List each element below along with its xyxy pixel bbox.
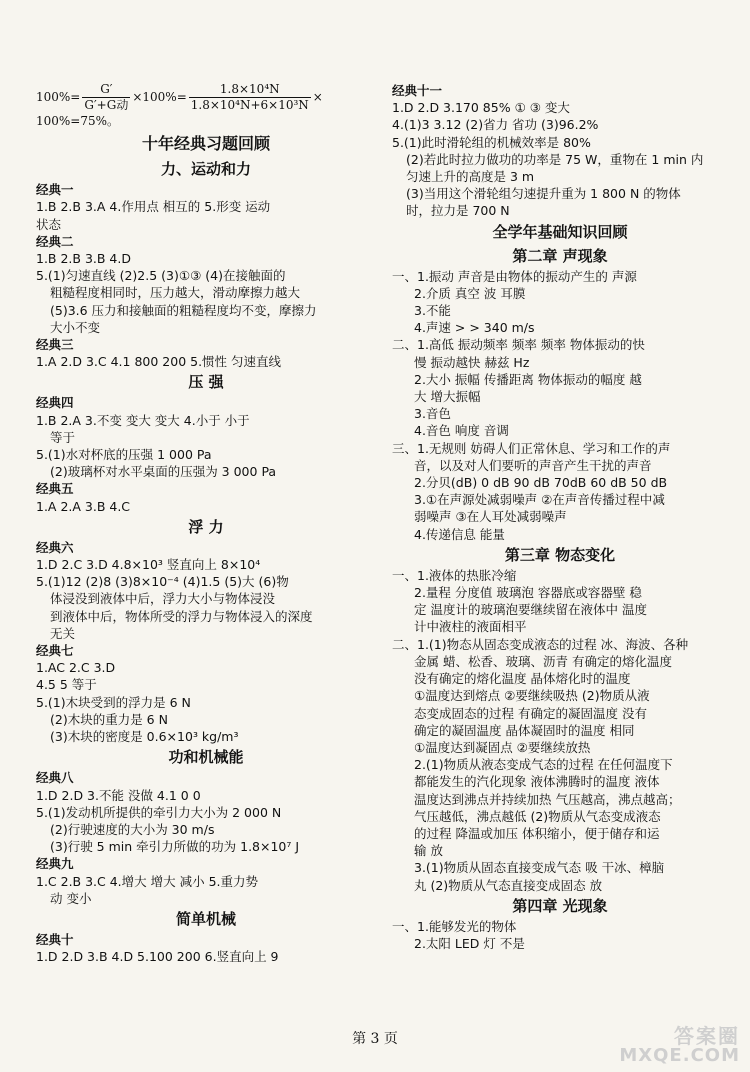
answer-line: 弱噪声 ③在人耳处减弱噪声 — [414, 509, 567, 525]
answer-line: 3.①在声源处减弱噪声 ②在声音传播过程中减 — [414, 492, 665, 508]
answer-line: 5.(1)水对杯底的压强 1 000 Pa — [36, 447, 212, 463]
right-column — [392, 82, 728, 952]
exercise-heading: 经典七 — [36, 643, 74, 659]
answer-line: 定 温度计的玻璃泡要继续留在液体中 温度 — [414, 602, 647, 618]
exercise-heading: 经典一 — [36, 182, 74, 198]
exercise-heading: 经典十 — [36, 931, 74, 947]
answer-line: 5.(1)木块受到的浮力是 6 N — [36, 694, 191, 710]
answer-line: (2)木块的重力是 6 N — [50, 711, 168, 727]
fraction-denominator: 1.8×10⁴N+6×10³N — [190, 98, 309, 112]
answer-line: 二、1.高低 振动频率 频率 频率 物体振动的快 — [392, 337, 645, 353]
answer-line: 5.(1)匀速直线 (2)2.5 (3)①③ (4)在接触面的 — [36, 268, 286, 284]
answer-line: (3)行驶 5 min 牵引力所做的功为 1.8×10⁷ J — [50, 839, 300, 855]
answer-line: 没有确定的熔化温度 晶体熔化时的温度 — [414, 671, 631, 687]
answer-line: (2)若此时拉力做功的功率是 75 W，重物在 1 min 内 — [406, 151, 704, 167]
answer-line: 一、1.能够发光的物体 — [392, 918, 517, 934]
watermark-logo — [619, 1026, 740, 1066]
answer-line: 4.传递信息 能量 — [414, 526, 505, 542]
answer-line: (2)行驶速度的大小为 30 m/s — [50, 821, 215, 837]
answer-line: (3)当用这个滑轮组匀速提升重为 1 800 N 的物体 — [406, 186, 681, 202]
answer-line: 无关 — [50, 625, 76, 641]
section-heading: 十年经典习题回顾 — [141, 134, 270, 154]
answer-line: 一、1.液体的热胀冷缩 — [392, 567, 517, 583]
answer-line: 3.音色 — [414, 406, 451, 422]
answer-line: 计中液柱的液面相平 — [414, 619, 527, 635]
section-heading: 第三章 物态变化 — [504, 545, 616, 564]
answer-line: 4.声速 > > 340 m/s — [414, 320, 535, 336]
answer-line: 3.不能 — [414, 303, 451, 319]
answer-line: 确定的凝固温度 晶体凝固时的温度 相同 — [414, 722, 635, 738]
formula-text: ×100%= — [132, 90, 187, 104]
answer-line: 输 放 — [414, 843, 443, 859]
answer-line: 2.太阳 LED 灯 不是 — [414, 935, 525, 951]
exercise-heading: 经典三 — [36, 337, 74, 353]
formula-line — [36, 82, 376, 113]
answer-line: 5.(1)此时滑轮组的机械效率是 80% — [392, 134, 591, 150]
exercise-heading: 经典八 — [36, 770, 74, 786]
section-heading: 第二章 声现象 — [512, 246, 608, 265]
answer-line: (3)木块的密度是 0.6×10³ kg/m³ — [50, 729, 239, 745]
answer-line: 1.D 2.D 3.170 85% ① ③ 变大 — [392, 100, 570, 116]
answer-line: 1.C 2.B 3.C 4.增大 增大 减小 5.重力势 — [36, 873, 259, 889]
answer-line: 1.B 2.B 3.A 4.作用点 相互的 5.形变 运动 — [36, 199, 271, 215]
answer-line: ①温度达到熔点 ②要继续吸热 (2)物质从液 — [414, 688, 650, 704]
section-heading: 功和机械能 — [168, 748, 244, 767]
answer-line: 1.D 2.D 3.不能 没做 4.1 0 0 — [36, 787, 201, 803]
section-heading: 简单机械 — [175, 909, 236, 928]
answer-line: 到液体中后，物体所受的浮力与物体浸入的深度 — [50, 608, 313, 624]
answer-line: 体浸没到液体中后，浮力大小与物体浸没 — [50, 591, 276, 607]
answer-line: 温度达到沸点并持续加热 气压越高，沸点越高； — [414, 791, 681, 807]
answer-line: 大 增大振幅 — [414, 389, 481, 405]
section-heading: 全学年基础知识回顾 — [492, 222, 628, 241]
section-heading: 力、运动和力 — [160, 160, 251, 179]
formula-continuation: 100%=75%。 — [36, 114, 120, 128]
answer-line: 气压越低，沸点越低 (2)物质从气态变成液态 — [414, 808, 661, 824]
answer-line: 1.D 2.D 3.B 4.D 5.100 200 6.竖直向上 9 — [36, 949, 279, 965]
answer-line: 3.(1)物质从固态直接变成气态 吸 干冰、樟脑 — [414, 860, 665, 876]
answer-line: 大小不变 — [50, 319, 101, 335]
answer-line: 2.分贝(dB) 0 dB 90 dB 70dB 60 dB 50 dB — [414, 475, 668, 491]
answer-line: 丸 (2)物质从气态直接变成固态 放 — [414, 877, 603, 893]
answer-line: 1.A 2.A 3.B 4.C — [36, 498, 131, 514]
answer-line: 匀速上升的高度是 3 m — [406, 169, 535, 185]
answer-line: 1.B 2.A 3.不变 变大 变大 4.小于 小于 — [36, 412, 250, 428]
answer-line: 1.A 2.D 3.C 4.1 800 200 5.惯性 匀速直线 — [36, 354, 282, 370]
answer-line: 5.(1)发动机所提供的牵引力大小为 2 000 N — [36, 804, 282, 820]
fraction — [82, 82, 130, 113]
answer-line: 2.介质 真空 波 耳膜 — [414, 285, 526, 301]
answer-line: 5.(1)12 (2)8 (3)8×10⁻⁴ (4)1.5 (5)大 (6)物 — [36, 574, 289, 590]
answer-line: 金属 蜡、松香、玻璃、沥青 有确定的熔化温度 — [414, 653, 672, 669]
formula-text: × — [312, 90, 323, 104]
watermark-url: MXQE.COM — [619, 1045, 740, 1066]
answer-line: 时，拉力是 700 N — [406, 203, 510, 219]
exercise-heading: 经典六 — [36, 539, 74, 555]
fraction — [189, 82, 311, 113]
answer-line: 4.(1)3 3.12 (2)省力 省功 (3)96.2% — [392, 117, 599, 133]
right-answer-list — [392, 82, 728, 952]
answer-line: 二、1.(1)物态从固态变成液态的过程 冰、海波、各种 — [392, 636, 689, 652]
answer-line: 1.B 2.B 3.B 4.D — [36, 251, 131, 267]
answer-line: 1.AC 2.C 3.D — [36, 660, 116, 676]
answer-line: 一、1.振动 声音是由物体的振动产生的 声源 — [392, 268, 637, 284]
left-column — [36, 82, 376, 965]
answer-line: ①温度达到凝固点 ②要继续放热 — [414, 739, 591, 755]
answer-line: 4.5 5 等于 — [36, 677, 97, 693]
exercise-heading: 经典五 — [36, 481, 74, 497]
page-number: 第 3 页 — [352, 1031, 398, 1047]
answer-line: 三、1.无规则 妨碍人们正常休息、学习和工作的声 — [392, 440, 671, 456]
left-answer-list — [36, 130, 376, 965]
answer-line: 的过程 降温或加压 体积缩小，便于储存和运 — [414, 825, 660, 841]
section-heading: 第四章 光现象 — [512, 896, 608, 915]
answer-line: 动 变小 — [50, 890, 92, 906]
answer-line: (2)玻璃杯对水平桌面的压强为 3 000 Pa — [50, 464, 277, 480]
exercise-heading: 经典四 — [36, 395, 74, 411]
exercise-heading: 经典二 — [36, 233, 74, 249]
answer-line: 等于 — [50, 429, 76, 445]
fraction-numerator: G′ — [82, 82, 130, 98]
answer-line: 2.大小 振幅 传播距离 物体振动的幅度 越 — [414, 371, 642, 387]
answer-line: 2.(1)物质从液态变成气态的过程 在任何温度下 — [414, 757, 673, 773]
answer-line: 2.量程 分度值 玻璃泡 容器底或容器壁 稳 — [414, 585, 642, 601]
fraction-denominator: G′+G动 — [84, 98, 129, 112]
fraction-numerator: 1.8×10⁴N — [189, 82, 311, 98]
answer-line: 1.D 2.C 3.D 4.8×10³ 竖直向上 8×10⁴ — [36, 557, 261, 573]
answer-line: 状态 — [36, 216, 62, 232]
answer-line: (5)3.6 压力和接触面的粗糙程度均不变，摩擦力 — [50, 302, 317, 318]
exercise-heading: 经典十一 — [392, 83, 443, 98]
answer-line: 4.音色 响度 音调 — [414, 423, 509, 439]
answer-line: 态变成固态的过程 有确定的凝固温度 没有 — [414, 705, 647, 721]
answer-line: 慢 振动越快 赫兹 Hz — [414, 354, 530, 370]
answer-line: 音，以及对人们要听的声音产生干扰的声音 — [414, 457, 652, 473]
answer-line: 都能发生的汽化现象 液体沸腾时的温度 液体 — [414, 774, 660, 790]
formula-text: 100%= — [36, 90, 81, 104]
section-heading: 浮 力 — [188, 517, 224, 536]
watermark-text: 答案圈 — [674, 1024, 740, 1048]
exercise-heading: 经典九 — [36, 856, 74, 872]
section-heading: 压 强 — [188, 373, 224, 392]
answer-line: 粗糙程度相同时，压力越大，滑动摩擦力越大 — [50, 285, 301, 301]
